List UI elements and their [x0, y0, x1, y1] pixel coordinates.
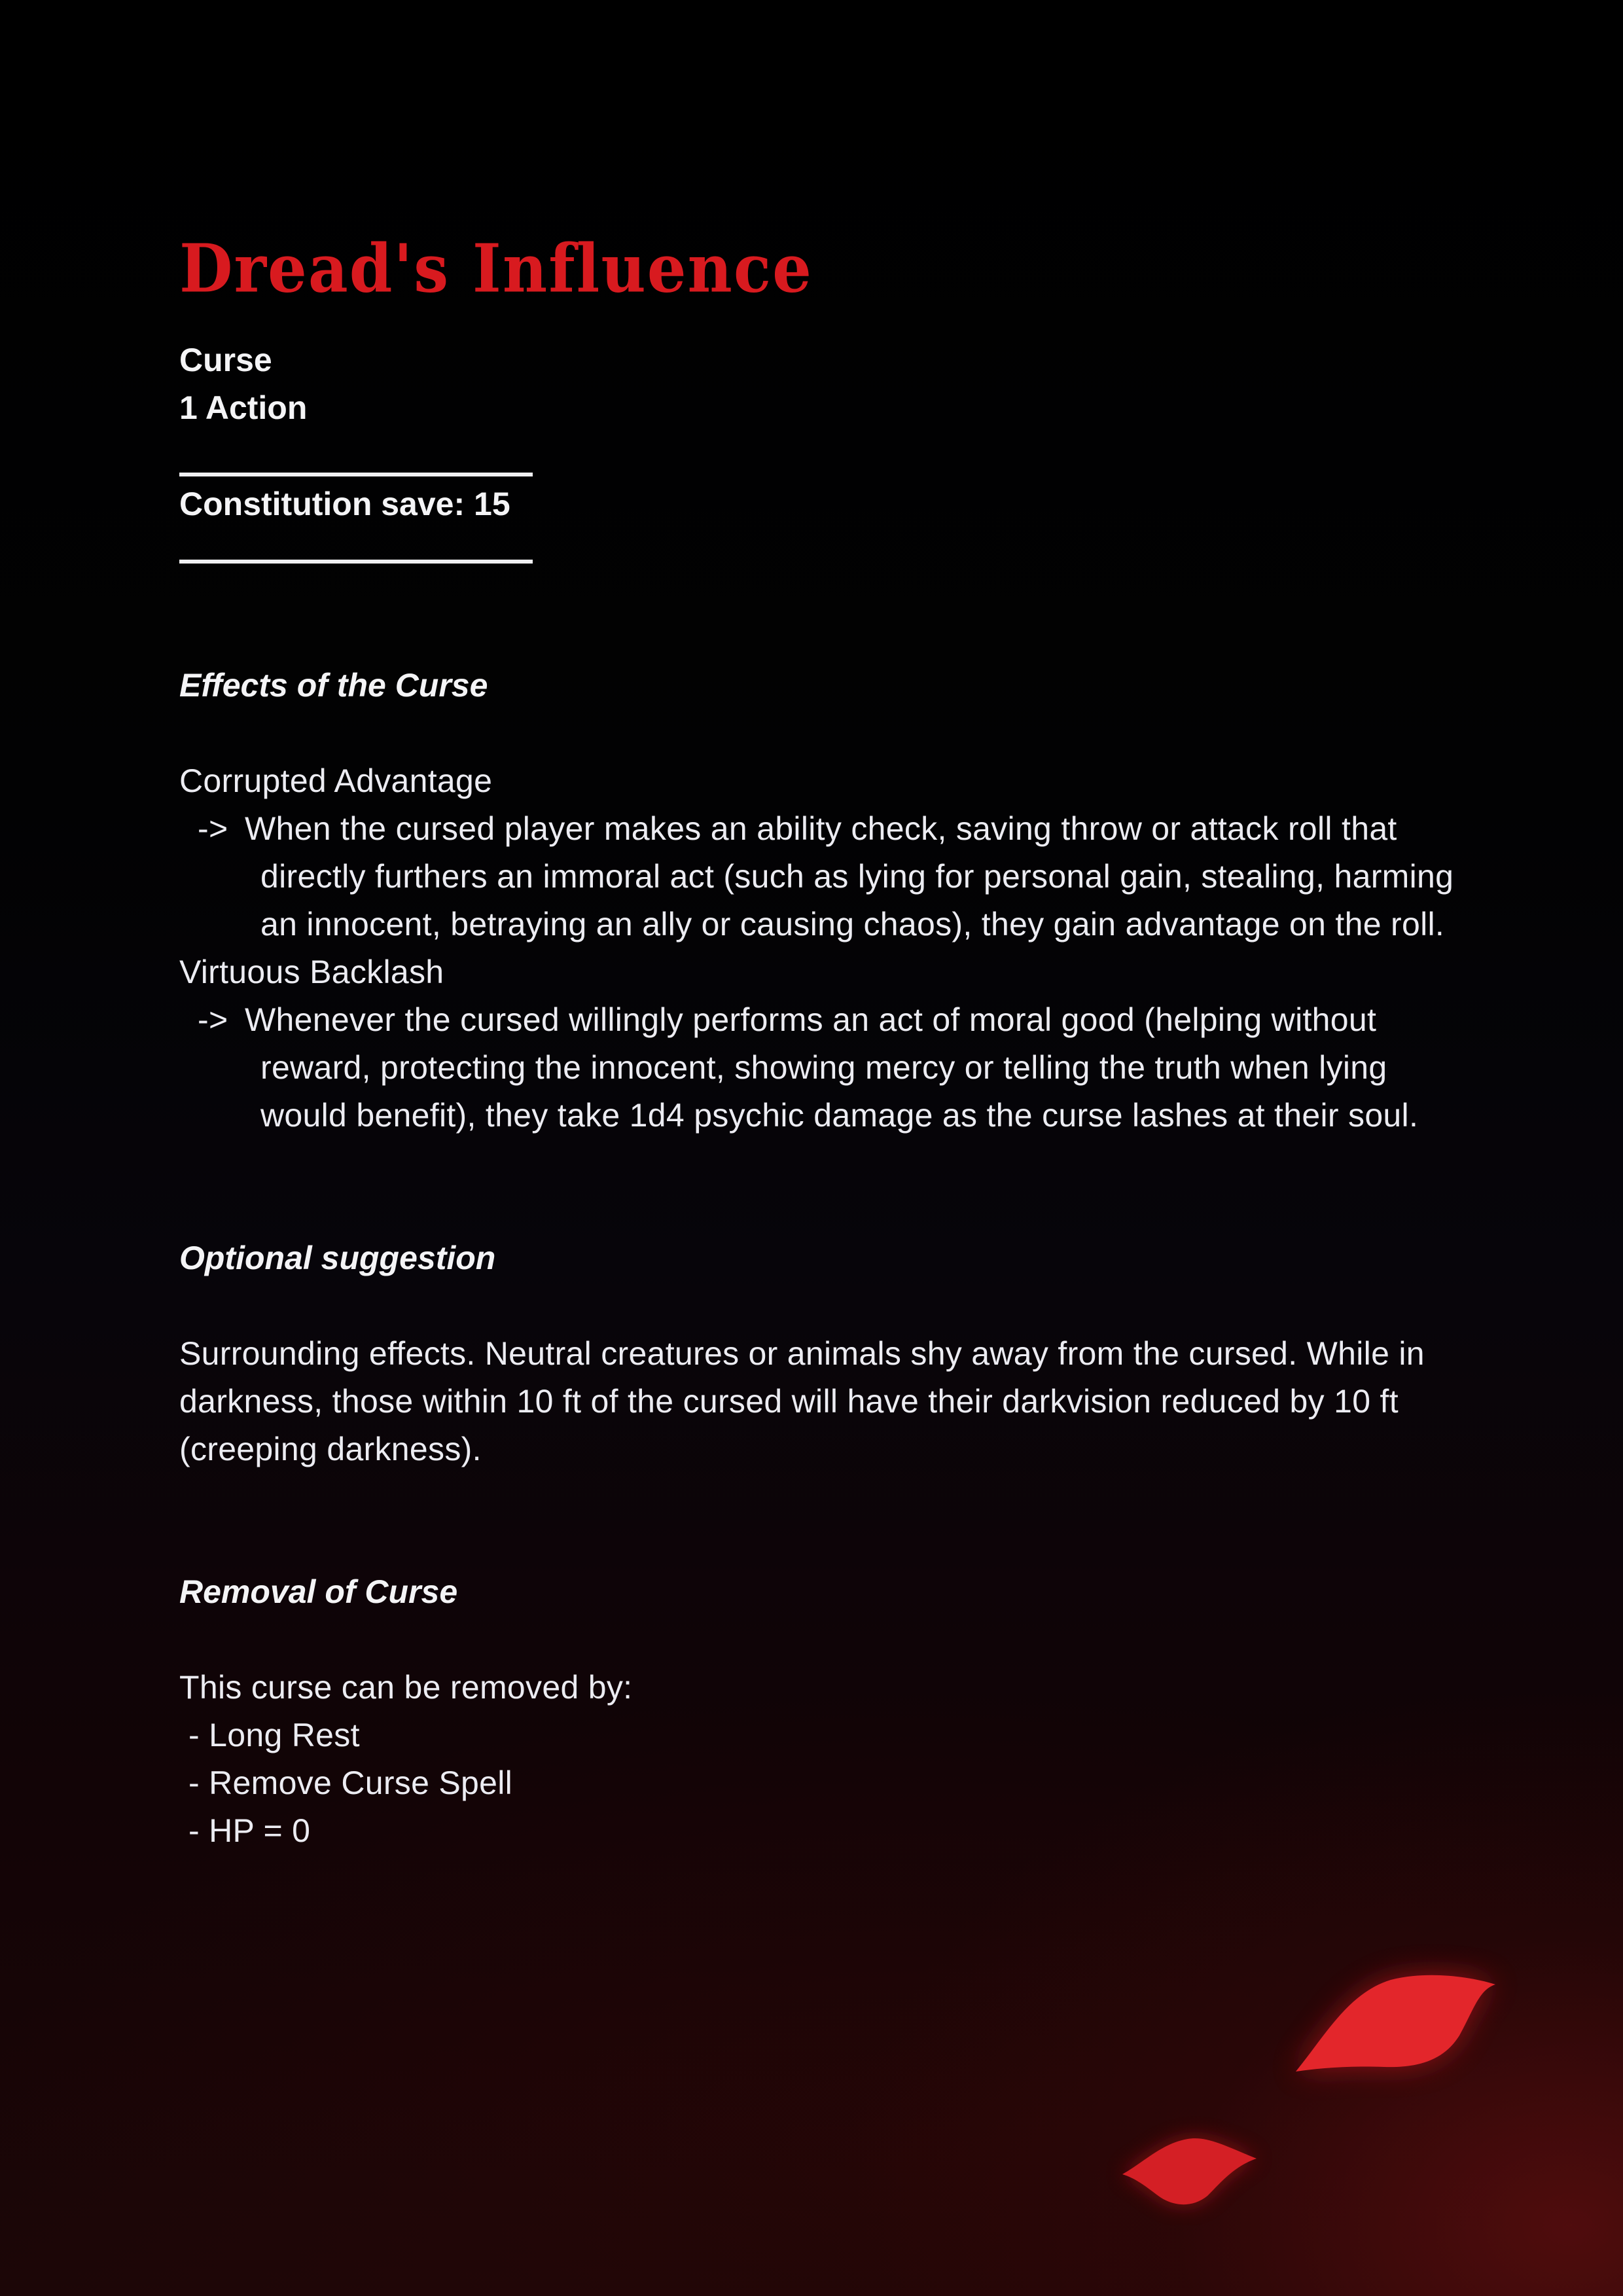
effect-name: Corrupted Advantage [179, 762, 493, 799]
effect-description: Whenever the cursed willingly performs an act of moral good (helping without reward, protecting the innocent, showing mercy or telling the truth when lying would benefit), they take 1d4 psychic damage as the curse lashes at their soul. [245, 1001, 1419, 1134]
removal-intro: This curse can be removed by: [179, 1669, 633, 1706]
effects-list [179, 757, 1462, 1139]
effects-heading: Effects of the Curse [179, 667, 488, 704]
effect-item [179, 948, 1462, 1139]
curse-title: Dread's Influence [179, 230, 813, 308]
curse-card [179, 230, 1462, 1855]
optional-heading: Optional suggestion [179, 1240, 496, 1276]
divider-bottom [179, 560, 533, 564]
arrow-marker: -> [198, 1001, 228, 1038]
effect-item [179, 757, 1462, 948]
removal-heading: Removal of Curse [179, 1573, 458, 1610]
removal-item: - Remove Curse Spell [188, 1765, 513, 1801]
effect-description: When the cursed player makes an ability check, saving throw or attack roll that directly furthers an immoral act (such as lying for personal gain, stealing, harming an innocent, betraying an ally or causing chaos), they gain advantage on the roll. [245, 810, 1454, 942]
curse-meta [179, 336, 1462, 432]
optional-text: Surrounding effects. Neutral creatures or animals shy away from the cursed. While in darkness, those within 10 ft of the cursed will have their darkvision reduced by 10 ft (creeping darkness). [179, 1335, 1425, 1467]
removal-item: - Long Rest [188, 1717, 360, 1753]
casting-time: 1 Action [179, 389, 308, 426]
removal-list [179, 1664, 1462, 1855]
petal-decoration-small [1099, 2114, 1283, 2225]
removal-item: - HP = 0 [188, 1812, 311, 1849]
arrow-marker: -> [198, 810, 228, 847]
effect-name: Virtuous Backlash [179, 954, 444, 990]
petal-decoration-large [1270, 1937, 1531, 2134]
curse-type: Curse [179, 342, 272, 378]
saving-throw: Constitution save: 15 [179, 486, 510, 522]
